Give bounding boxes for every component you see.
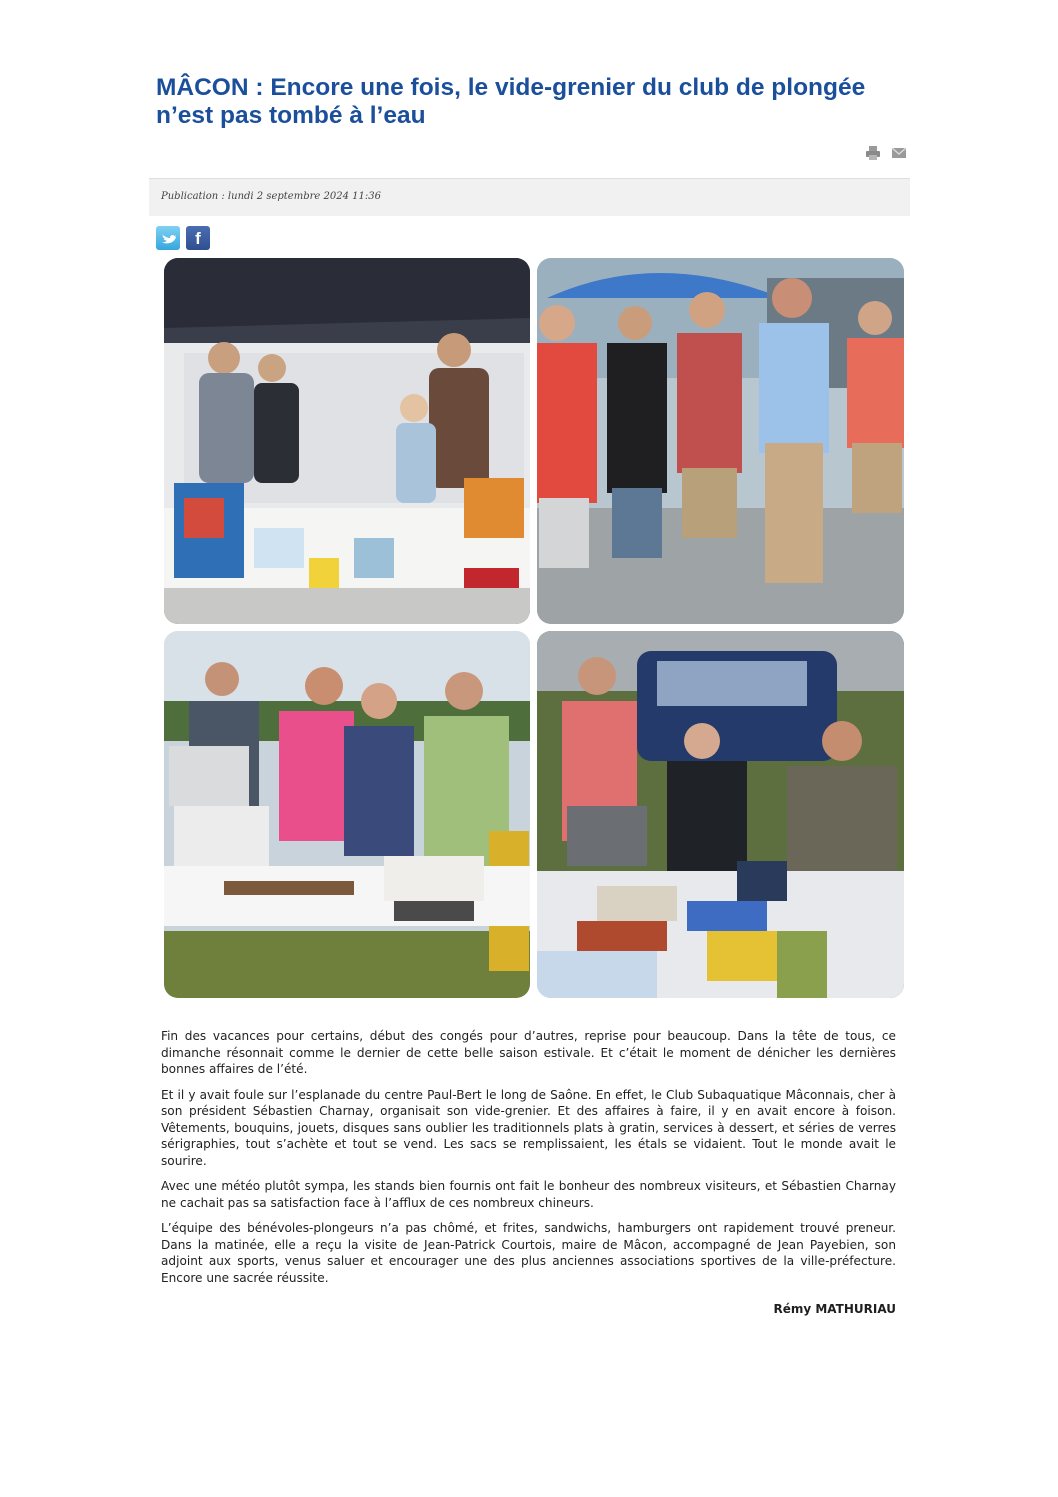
article-body [161, 1028, 896, 1295]
envelope-icon[interactable] [890, 144, 908, 162]
facebook-icon[interactable]: f [186, 226, 210, 250]
title-line-2: n’est pas tombé à l’eau [156, 102, 426, 129]
article-title [156, 74, 916, 130]
title-line-1: MÂCON : Encore une fois, le vide-grenier du club de plongée [156, 74, 866, 101]
publication-bar [149, 178, 910, 216]
paragraph: L’équipe des bénévoles-plongeurs n’a pas chômé, et frites, sandwichs, hamburgers ont rapidement trouvé preneur. Dans la matinée, elle a reçu la visite de Jean-Patrick Courtois, maire de Mâcon, accompagné de Jean Payebien, son adjoint aux sports, venus saluer et encourager une des plus anciennes associations sportives de la ville-préfecture. Encore une sacrée réussite. [161, 1221, 896, 1285]
twitter-icon[interactable] [156, 226, 180, 250]
photo-women-stand [164, 631, 530, 998]
photo-group-men [537, 258, 904, 624]
photo-books-stand [537, 631, 904, 998]
paragraph: Avec une météo plutôt sympa, les stands bien fournis ont fait le bonheur des nombreux visiteurs, et Sébastien Charnay ne cachait pas sa satisfaction face à l’afflux de ces nombreux chineurs. [161, 1179, 896, 1210]
printer-icon[interactable] [864, 144, 882, 162]
publication-date: Publication : lundi 2 septembre 2024 11:36 [161, 191, 381, 202]
photo-toy-stand [164, 258, 530, 624]
author-name: Rémy MATHURIAU [773, 1302, 896, 1316]
article-tools [862, 144, 910, 164]
paragraph: Fin des vacances pour certains, début des congés pour d’autres, reprise pour beaucoup. Dans la tête de tous, ce dimanche résonnait comme le dernier de cette belle saison estivale. Et c’était le moment de dénicher les dernières bonnes affaires de l’été. [161, 1029, 896, 1076]
paragraph: Et il y avait foule sur l’esplanade du centre Paul-Bert le long de Saône. En effet, le Club Subaquatique Mâconnais, cher à son président Sébastien Charnay, organisait son vide-grenier. Et des affaires à faire, il y en avait encore à foison. Vêtements, bouquins, jouets, disques sans oublier les traditionnels plats à gratin, services à dessert, et séries de verres sérigraphies, tout s’achète et tout se vend. Les sacs se remplissaient, les étals se vidaient. Tout le monde avait le sourire. [161, 1087, 896, 1168]
